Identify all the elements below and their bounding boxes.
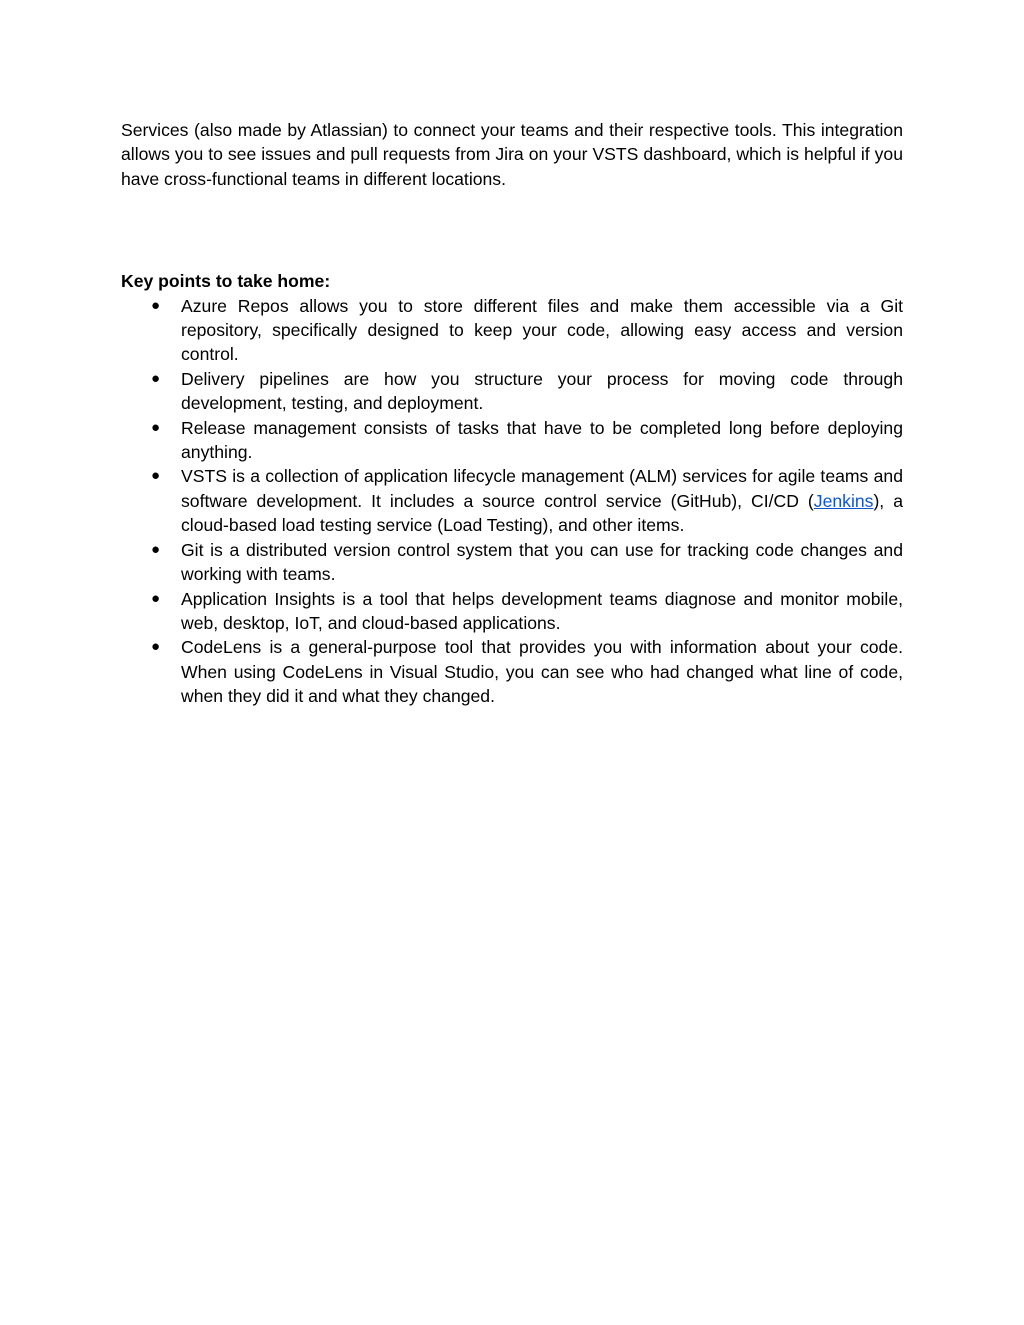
list-item <box>121 587 903 636</box>
bullet-icon: ● <box>151 467 161 485</box>
document-page <box>121 118 903 709</box>
list-item <box>121 635 903 708</box>
list-item-text: Release management consists of tasks that have to be completed long before deploying anything. <box>181 417 903 463</box>
bullet-icon: ● <box>151 540 161 558</box>
list-item-text-after-link: ), a cloud-based load testing service (Load Testing), and other items. <box>181 490 903 536</box>
list-item <box>121 464 903 537</box>
bullet-icon: ● <box>151 589 161 607</box>
list-item <box>121 538 903 587</box>
list-item <box>121 416 903 465</box>
intro-paragraph: Services (also made by Atlassian) to connect your teams and their respective tools. This integration allows you to see issues and pull requests from Jira on your VSTS dashboard, which is helpful if you have cross-functional teams in different locations. <box>121 120 903 189</box>
jenkins-link[interactable]: Jenkins <box>813 490 874 511</box>
bullet-icon: ● <box>151 418 161 436</box>
list-item-text: Git is a distributed version control system that you can use for tracking code changes and working with teams. <box>181 539 903 585</box>
bullet-icon: ● <box>151 369 161 387</box>
key-points-list <box>121 294 903 709</box>
bullet-icon: ● <box>151 296 161 314</box>
list-item-text: Application Insights is a tool that helps development teams diagnose and monitor mobile, web, desktop, IoT, and cloud-based applications. <box>181 588 903 633</box>
list-item-text-before-link: VSTS is a collection of application lifecycle management (ALM) services for agile teams and software development. It includes a source control service (GitHub), CI/CD ( <box>181 466 903 511</box>
bullet-icon: ● <box>151 638 161 656</box>
list-item-text: Delivery pipelines are how you structure your process for moving code through development, testing, and deployment. <box>181 368 903 414</box>
list-item-text: Azure Repos allows you to store different files and make them accessible via a Git repository, specifically designed to keep your code, allowing easy access and version control. <box>181 295 903 365</box>
key-points-heading: Key points to take home: <box>121 271 331 292</box>
list-item <box>121 294 903 367</box>
list-item <box>121 367 903 416</box>
list-item-text: CodeLens is a general-purpose tool that provides you with information about your code. When using CodeLens in Visual Studio, you can see who had changed what line of code, when they did it and what they changed. <box>181 637 903 707</box>
